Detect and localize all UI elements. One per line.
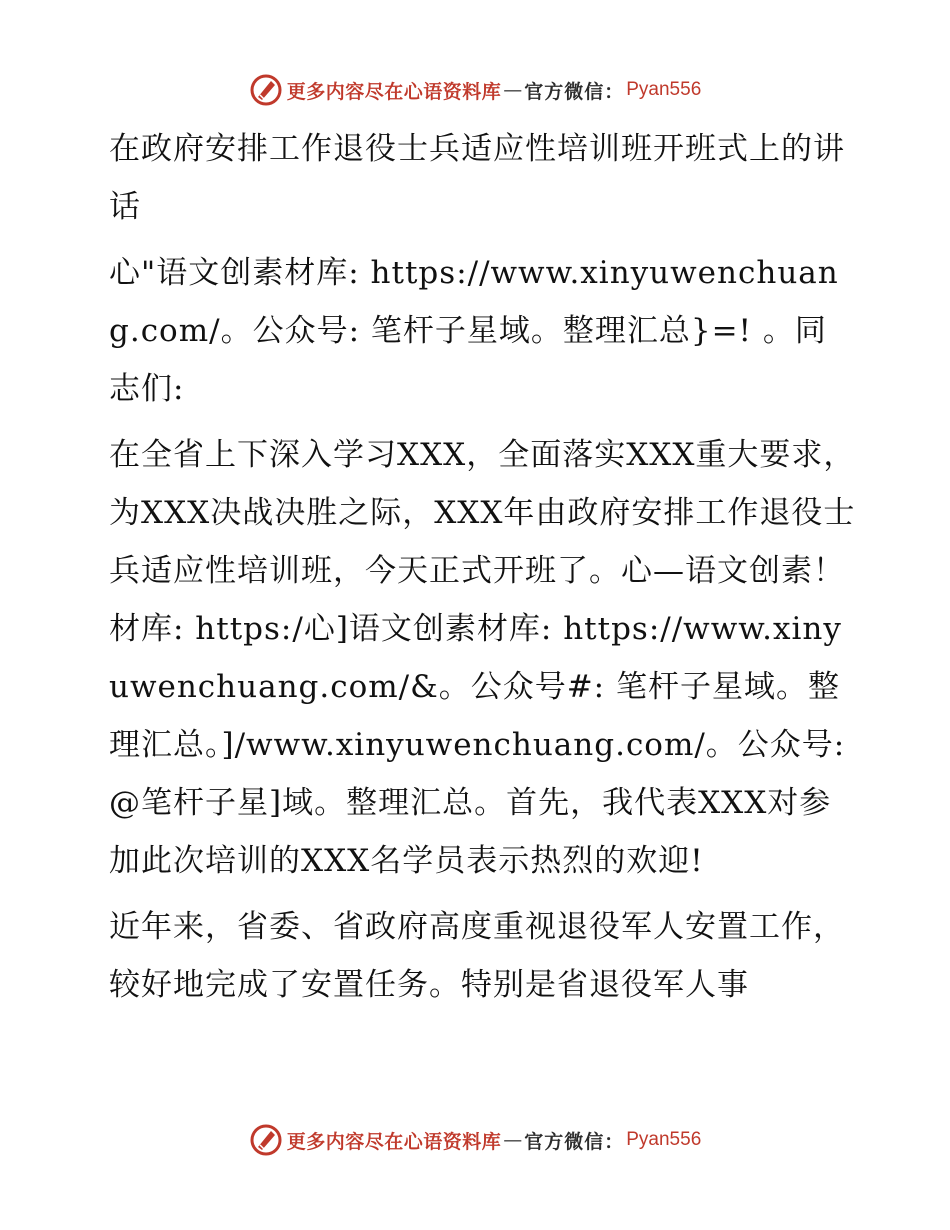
- document-body: [97, 120, 857, 1014]
- logo-icon: [249, 73, 283, 107]
- paragraph: 近年来，省委、省政府高度重视退役军人安置工作，较好地完成了安置任务。特别是省退役军人事: [109, 909, 845, 1003]
- banner-main-text: 更多内容尽在心语资料库: [286, 1130, 502, 1153]
- footer-banner: [0, 1120, 950, 1160]
- banner-wechat-id: Pyan556: [626, 1129, 702, 1150]
- document-title: 在政府安排工作退役士兵适应性培训班开班式上的讲话: [109, 131, 845, 225]
- banner-wechat-id: Pyan556: [626, 79, 702, 100]
- banner-separator: —: [503, 1129, 523, 1151]
- paragraph: 心"语文创素材库: https://www.xinyuwenchuang.com/。公众号: 笔杆子星域。整理汇总}=! 。同志们:: [109, 255, 839, 407]
- header-banner: [0, 70, 950, 110]
- banner-main-text: 更多内容尽在心语资料库: [286, 80, 502, 103]
- logo-icon: [249, 1123, 283, 1157]
- banner-wechat-label: 官方微信：: [524, 1130, 625, 1153]
- paragraph: 在全省上下深入学习XXX，全面落实XXX重大要求，为XXX决战决胜之际，XXX年由政府安排工作退役士兵适应性培训班，今天正式开班了。心—语文创素！材库: https:/心]语文创素材库: https://www.xinyuwenchuang.com/&。公众号#: 笔杆子星域。整理汇总。]/www.xinyuwenchuang.com/。公众号: @笔杆子星]域。整理汇总。首先，我代表XXX对参加此次培训的XXX名学员表示热烈的欢迎!: [109, 437, 856, 879]
- banner-separator: —: [503, 79, 523, 101]
- banner-wechat-label: 官方微信：: [524, 80, 625, 103]
